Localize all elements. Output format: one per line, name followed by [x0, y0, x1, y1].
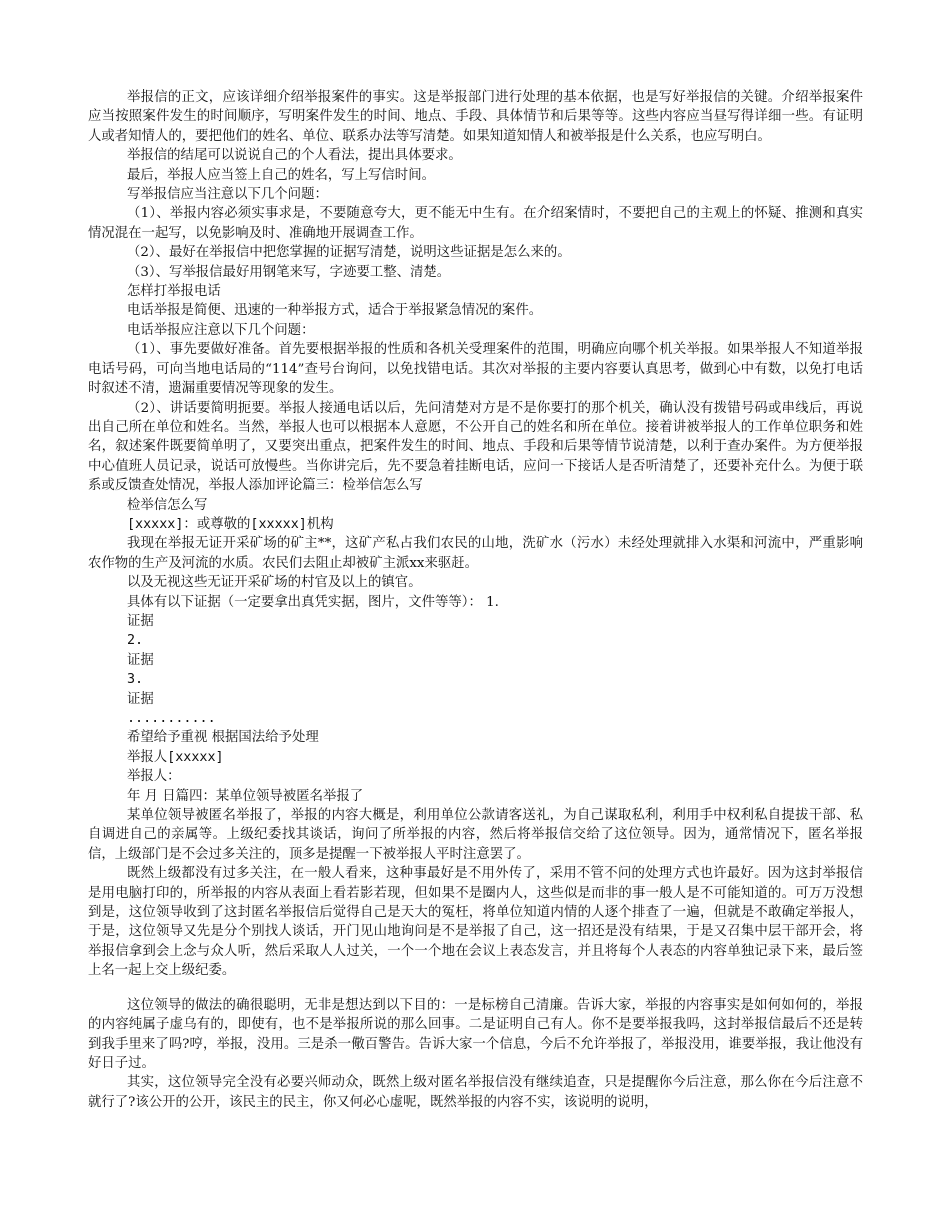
- paragraph-phone-note-2: （2）、讲话要简明扼要。举报人接通电话以后，先问清楚对方是不是你要打的那个机关，确认没有拨错号码或串线后，再说出自己所在单位和姓名。当然，举报人也可以根据本人意愿，不公开自己的姓名和所在单位。接着讲被举报人的工作单位职务和姓名，叙述案件既要简单明了，又要突出重点，把案件发生的时间、地点、手段和后果等情节说清楚，以利于查办案件。为方便举报中心值班人员记录，说话可放慢些。当你讲完后，先不要急着挂断电话，应问一下接话人是否听清楚了，还要补充什么。为便于联系或反馈查处情况，举报人添加评论篇三：检举信怎么写: [88, 400, 863, 494]
- paragraph-note-1: （1）、举报内容必须实事求是，不要随意夸大，更不能无中生有。在介绍案情时，不要把自己的主观上的怀疑、推测和真实情况混在一起写，以免影响及时、准确地开展调查工作。: [88, 206, 863, 241]
- letter-reporter-label: 举报人：: [127, 769, 181, 785]
- paragraph-phone-note-1: （1）、事先要做好准备。首先要根据举报的性质和各机关受理案件的范围，明确应向哪个机关举报。如果举报人不知道举报电话号码，可向当地电话局的“114”查号台询问，以免找错电话。其次对举报的主要内容要认真思考，做到心中有数，以免打电话时叙述不清，遗漏重要情况等现象的发生。: [88, 342, 863, 397]
- letter-reporter-name: 举报人[xxxxx]: [127, 749, 224, 765]
- paragraph-leader-reported: 某单位领导被匿名举报了，举报的内容大概是，利用单位公款请客送礼，为自己谋取私利，利用手中权利私自提拔干部、私自调进自己的亲属等。上级纪委找其谈话，询问了所举报的内容，然后将举报信交给了这位领导。因为，通常情况下，匿名举报信，上级部门是不会过多关注的，顶多是提醒一下被举报人平时注意罢了。: [88, 808, 863, 862]
- paragraph-notes-heading: 写举报信应当注意以下几个问题：: [127, 187, 328, 203]
- paragraph-letter-body: 举报信的正文，应该详细介绍举报案件的事实。这是举报部门进行处理的基本依据，也是写好举报信的关键。介绍举报案件应当按照案件发生的时间顺序，写明案件发生的时间、地点、手段、具体情节和后果等等。这些内容应当昼写得详细一些。有证明人或者知情人的，要把他们的姓名、单位、联系办法等写清楚。如果知道知情人和被举报是什么关系，也应写明白。: [88, 90, 863, 144]
- letter-evidence-intro: 具体有以下证据（一定要拿出真凭实据，图片，文件等等）： 1.: [127, 594, 499, 610]
- paragraph-note-3: （3）、写举报信最好用钢笔来写，字迹要工整、清楚。: [127, 264, 451, 280]
- paragraph-leader-motives: 这位领导的做法的确很聪明，无非是想达到以下目的：一是标榜自己清廉。告诉大家，举报的内容事实是如何如何的，举报的内容纯属子虚乌有的，即使有，也不是举报所说的那么回事。二是证明自己有人。你不是要举报我吗，这封举报信最后不还是转到我手里来了吗?哼，举报，没用。三是杀一儆百警告。告诉大家一个信息，今后不允许举报了，举报没用，谁要举报，我让他没有好日子过。: [88, 997, 863, 1071]
- evidence-number-3: 3.: [127, 672, 144, 688]
- evidence-label-3: 证据: [127, 691, 154, 707]
- evidence-label-1: 证据: [127, 613, 154, 629]
- letter-complaint-officials: 以及无视这些无证开采矿场的村官及以上的镇官。: [127, 575, 422, 591]
- paragraph-phone-notes-heading: 电话举报应注意以下几个问题：: [127, 322, 315, 338]
- paragraph-conclusion: 其实，这位领导完全没有必要兴师动众，既然上级对匿名举报信没有继续追查，只是提醒你今后注意，那么你在今后注意不就行了?该公开的公开，该民主的民主，你又何必心虚呢，既然举报的内容不实，该说明的说明，: [88, 1075, 863, 1110]
- evidence-ellipsis: ...........: [127, 711, 216, 726]
- evidence-number-2: 2.: [127, 633, 144, 649]
- document-body: [88, 88, 863, 1112]
- paragraph-letter-ending: 举报信的结尾可以说说自己的个人看法，提出具体要求。: [127, 148, 462, 164]
- heading-accusation-letter: 检举信怎么写: [127, 497, 208, 513]
- paragraph-phone-intro: 电话举报是简便、迅速的一种举报方式，适合于举报紧急情况的案件。: [127, 303, 543, 319]
- paragraph-leader-investigation: 既然上级都没有过多关注，在一般人看来，这种事最好是不用外传了，采用不管不问的处理方式也许最好。因为这封举报信是用电脑打印的，所举报的内容从表面上看若影若现，但如果不是圈内人，这些似是而非的事一般人是不可能知道的。可万万没想到是，这位领导收到了这封匿名举报信后觉得自己是天大的冤枉，将单位知道内情的人逐个排查了一遍，但就是不敢确定举报人，于是，这位领导又先是分个别找人谈话，开门见山地询问是不是举报了自己，这一招还是没有结果，于是又召集中层干部开会，将举报信拿到会上念与众人听，然后采取人人过关，一个一个地在会议上表态发言，并且将每个人表态的内容单独记录下来，最后签上名一起上交上级纪委。: [88, 866, 863, 979]
- paragraph-signature: 最后，举报人应当签上自己的姓名，写上写信时间。: [127, 167, 435, 183]
- letter-complaint: 我现在举报无证开采矿场的矿主**，这矿产私占我们农民的山地，洗矿水（污水）未经处理就排入水渠和河流中，严重影响农作物的生产及河流的水质。农民们去阻止却被矿主派xx来驱赶。: [88, 536, 863, 571]
- evidence-label-2: 证据: [127, 652, 154, 668]
- letter-date-and-section-four: 年 月 日篇四：某单位领导被匿名举报了: [127, 788, 364, 804]
- heading-phone-report: 怎样打举报电话: [127, 284, 221, 300]
- paragraph-note-2: （2）、最好在举报信中把您掌握的证据写清楚，说明这些证据是怎么来的。: [127, 245, 571, 261]
- letter-request: 希望给予重视 根据国法给予处理: [127, 730, 319, 746]
- letter-salutation: [xxxxx]：或尊敬的[xxxxx]机构: [127, 516, 334, 532]
